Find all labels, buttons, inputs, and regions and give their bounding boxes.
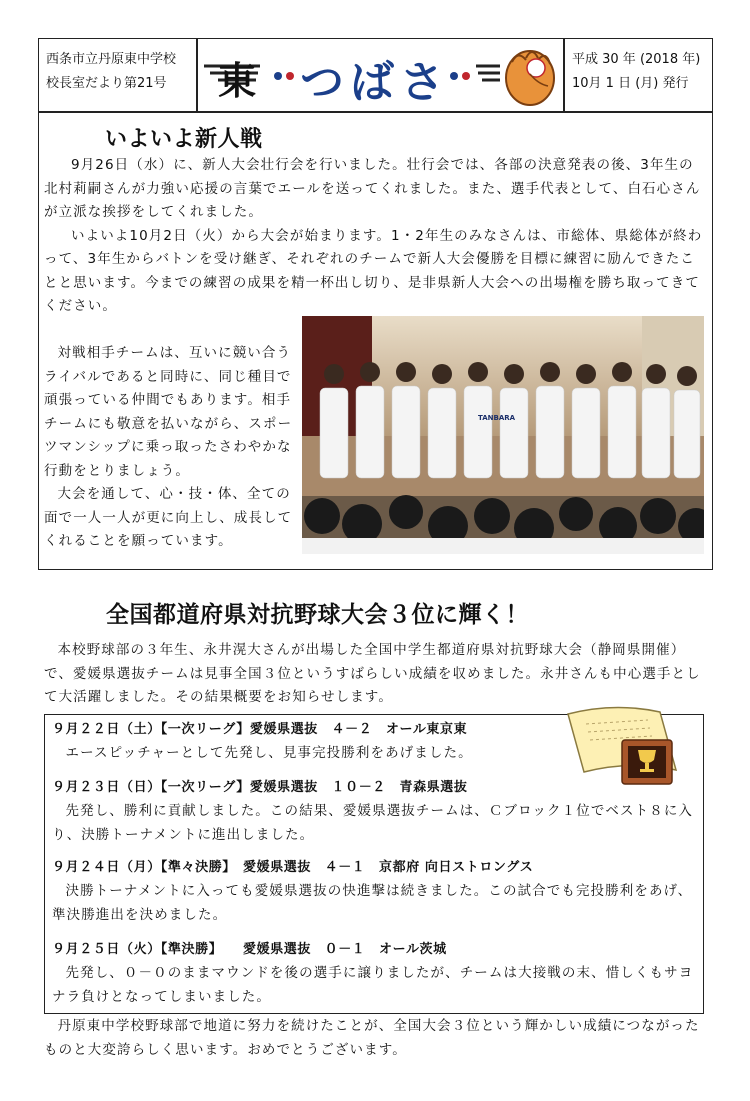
result-title: ９月２３日（日）【一次リーグ】愛媛県選抜 １０－２ 青森県選抜 <box>52 780 468 795</box>
result-text: 先発し、０－０のままマウンドを後の選手に譲りましたが、チームは大接戦の末、惜しくもサヨナラ負けとなってしまいました。 <box>52 965 694 1005</box>
school-name: 西条市立丹原東中学校 <box>46 52 177 67</box>
section2-closing <box>44 1015 708 1062</box>
result-item <box>52 938 700 1014</box>
logo-kanji: 東 <box>218 58 257 103</box>
paragraph: いよいよ10月2日（火）から大会が始まります。1・2年生のみなさんは、市総体、県総体が終わって、3年生からバトンを受け継ぎ、それぞれのチームで新人大会優勝を目標に練習に励んできたことと思います。今までの練習の成果を精一杯出し切り、是非県新人大会への出場権を勝ち取ってきてください。 <box>44 227 703 314</box>
result-title: ９月２４日（月）【準々決勝】 愛媛県選抜 ４－１ 京都府 向日ストロングス <box>52 860 534 875</box>
result-text: 先発し、勝利に貢献しました。この結果、愛媛県選抜チームは、Ｃブロック１位でベスト８に入り、決勝トーナメントに進出しました。 <box>52 803 694 843</box>
result-title: ９月２５日（火）【準決勝】 愛媛県選抜 ０－１ オール茨城 <box>52 942 447 957</box>
paragraph: 丹原東中学校野球部で地道に努力を続けたことが、全国大会３位という輝かしい成績につながったものと大変誇らしく思います。おめでとうございます。 <box>44 1018 700 1058</box>
paragraph: 本校野球部の３年生、永井滉大さんが出場した全国中学生都道府県対抗野球大会（静岡県開催）で、愛媛県選抜チームは見事全国３位というすばらしい成績を収めました。永井さんも中心選手として大活躍しました。その結果概要をお知らせします。 <box>44 642 701 705</box>
jersey-lettering: TANBARA <box>478 414 516 422</box>
result-title: ９月２２日（土）【一次リーグ】愛媛県選抜 ４－２ オール東京東 <box>52 722 468 737</box>
section2-intro <box>44 639 708 710</box>
section2-heading: 全国都道府県対抗野球大会３位に輝く！ <box>106 602 529 628</box>
header-school-info <box>46 48 176 96</box>
logo-title: つばさ <box>300 57 450 108</box>
era-date: 平成 30 年 (2018 年) <box>572 52 701 67</box>
header-date-info <box>572 48 700 96</box>
team-photo <box>302 316 704 554</box>
newsletter-number: 校長室だより第21号 <box>46 76 167 91</box>
paragraph: 対戦相手チームは、互いに競い合うライバルであると同時に、同じ種目で頑張っている仲間でもあります。相手チームにも敬意を払いながら、スポーツマンシップに乗っ取ったさわやかな行動をとりましょう。 <box>44 345 293 479</box>
team-photo-image <box>302 316 704 554</box>
section1-body-top <box>44 154 708 319</box>
header-divider-left <box>196 38 198 112</box>
header-divider-right <box>563 38 565 112</box>
paragraph: 9月26日（水）に、新人大会壮行会を行いました。壮行会では、各部の決意発表の後、3年生の北村莉嗣さんが力強い応援の言葉でエールを送ってくれました。また、選手代表として、白石心さんが立派な挨拶をしてくれました。 <box>44 157 701 220</box>
section1-heading: いよいよ新人戦 <box>105 127 263 152</box>
issue-date: 10月 1 日 (月) 発行 <box>572 76 689 91</box>
newsletter-logo <box>200 40 560 110</box>
section1-body-left <box>44 342 298 554</box>
result-text: 決勝トーナメントに入っても愛媛県選抜の快進撃は続きました。この試合でも完投勝利をあげ、準決勝進出を決めました。 <box>52 883 693 923</box>
result-text: エースピッチャーとして先発し、見事完投勝利をあげました。 <box>65 745 473 761</box>
result-item <box>52 718 700 776</box>
result-item <box>52 856 700 938</box>
result-item <box>52 776 700 856</box>
results-list <box>52 718 700 1014</box>
paragraph: 大会を通して、心・技・体、全ての面で一人一人が更に向上し、成長してくれることを願っています。 <box>44 486 293 549</box>
glove-icon <box>506 51 554 105</box>
